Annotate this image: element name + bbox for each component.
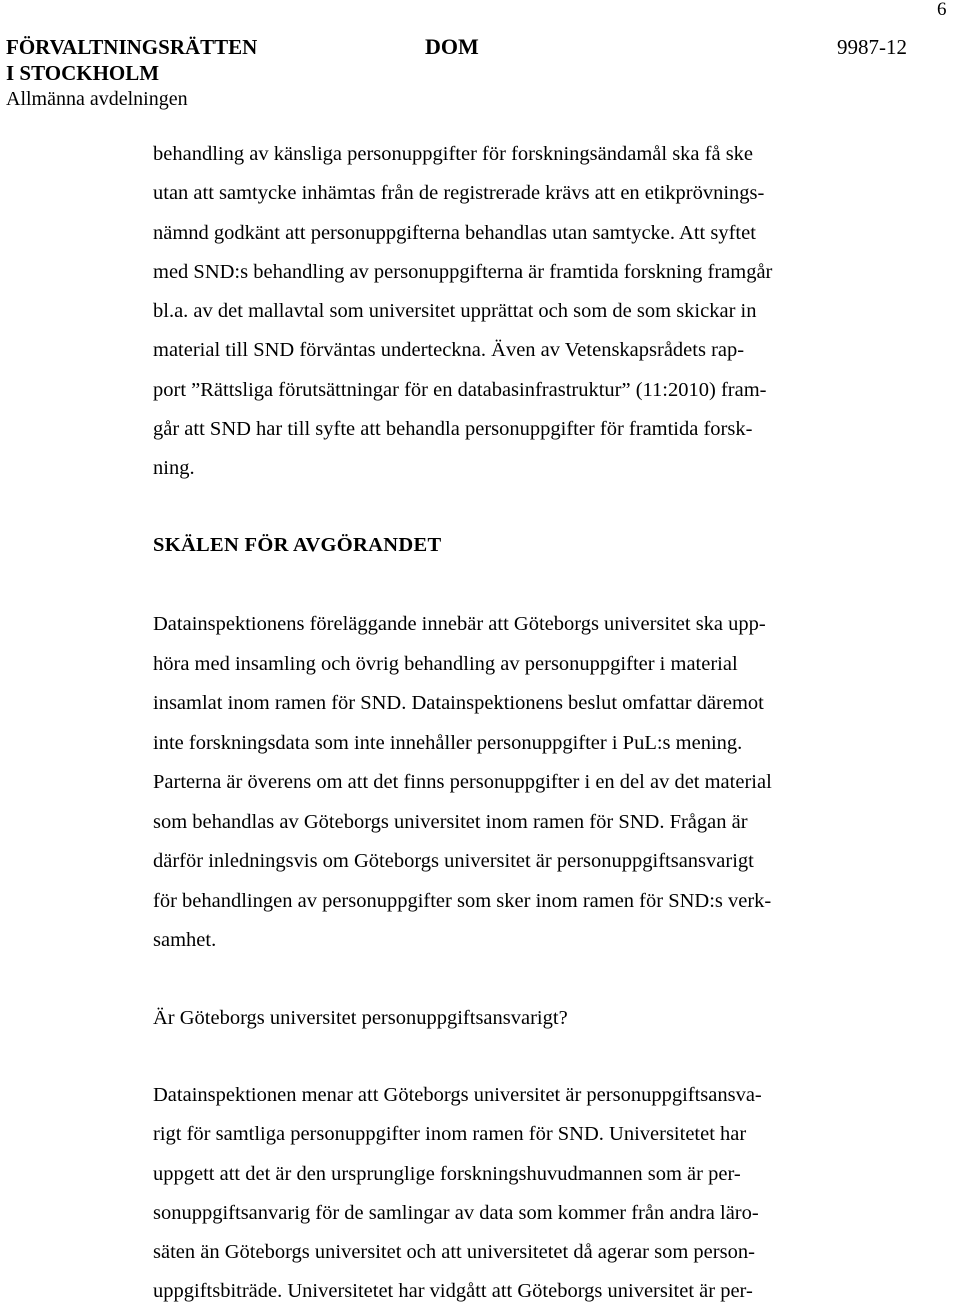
text-line: bl.a. av det mallavtal som universitet upprättat och som de som skickar in <box>153 300 757 323</box>
text-line: behandling av känsliga personuppgifter för forskningsändamål ska få ske <box>153 143 754 165</box>
paragraph-reasons <box>153 605 853 961</box>
text-line: uppgett att det är den ursprunglige forskningshuvudmannen som är per- <box>153 1162 741 1185</box>
text-line: ning. <box>153 457 195 480</box>
text-line: höra med insamling och övrig behandling av personuppgifter i material <box>153 652 738 675</box>
text-line: Datainspektionen menar att Göteborgs universitet är personuppgiftsansva- <box>153 1084 762 1106</box>
text-line: går att SND har till syfte att behandla personuppgifter för framtida forsk- <box>153 418 753 441</box>
text-line: med SND:s behandling av personuppgifterna är framtida forskning framgår <box>153 260 773 283</box>
text-line: Datainspektionens föreläggande innebär att Göteborgs universitet ska upp- <box>153 613 766 635</box>
text-line: uppgiftsbiträde. Universitetet har vidgått att Göteborgs universitet är per- <box>153 1280 753 1303</box>
paragraph-inspection <box>153 1076 853 1312</box>
text-line: samhet. <box>153 929 217 951</box>
text-line: sonuppgiftsanvarig för de samlingar av data som kommer från andra läro- <box>153 1201 759 1224</box>
section-heading: SKÄLEN FÖR AVGÖRANDET <box>153 534 442 556</box>
court-header <box>6 34 257 112</box>
document-type: DOM <box>425 34 479 59</box>
case-number: 9987-12 <box>837 35 907 59</box>
text-line: säten än Göteborgs universitet och att universitetet då agerar som person- <box>153 1241 755 1264</box>
text-line: för behandlingen av personuppgifter som sker inom ramen för SND:s verk- <box>153 889 772 912</box>
text-line: port ”Rättsliga förutsättningar för en databasinfrastruktur” (11:2010) fram- <box>153 378 767 401</box>
division-name: Allmänna avdelningen <box>6 88 188 110</box>
page-number: 6 <box>937 0 947 20</box>
question-subheading: Är Göteborgs universitet personuppgiftsansvarigt? <box>153 1007 568 1029</box>
text-line: rigt för samtliga personuppgifter inom ramen för SND. Universitetet har <box>153 1123 747 1146</box>
text-line: som behandlas av Göteborgs universitet inom ramen för SND. Frågan är <box>153 810 748 833</box>
text-line: Parterna är överens om att det finns personuppgifter i en del av det material <box>153 771 772 793</box>
text-line: därför inledningsvis om Göteborgs universitet är personuppgiftsansvarigt <box>153 850 754 872</box>
text-line: insamlat inom ramen för SND. Datainspektionens beslut omfattar däremot <box>153 692 764 714</box>
text-line: utan att samtycke inhämtas från de registrerade krävs att en etikprövnings- <box>153 182 765 205</box>
text-line: material till SND förväntas underteckna. Även av Vetenskapsrådets rap- <box>153 339 745 362</box>
court-name-line-2: I STOCKHOLM <box>6 61 160 85</box>
text-line: inte forskningsdata som inte innehåller personuppgifter i PuL:s mening. <box>153 731 743 754</box>
text-line: nämnd godkänt att personuppgifterna behandlas utan samtycke. Att syftet <box>153 221 756 244</box>
paragraph-continuation <box>153 135 853 489</box>
court-name-line-1: FÖRVALTNINGSRÄTTEN <box>6 35 258 59</box>
